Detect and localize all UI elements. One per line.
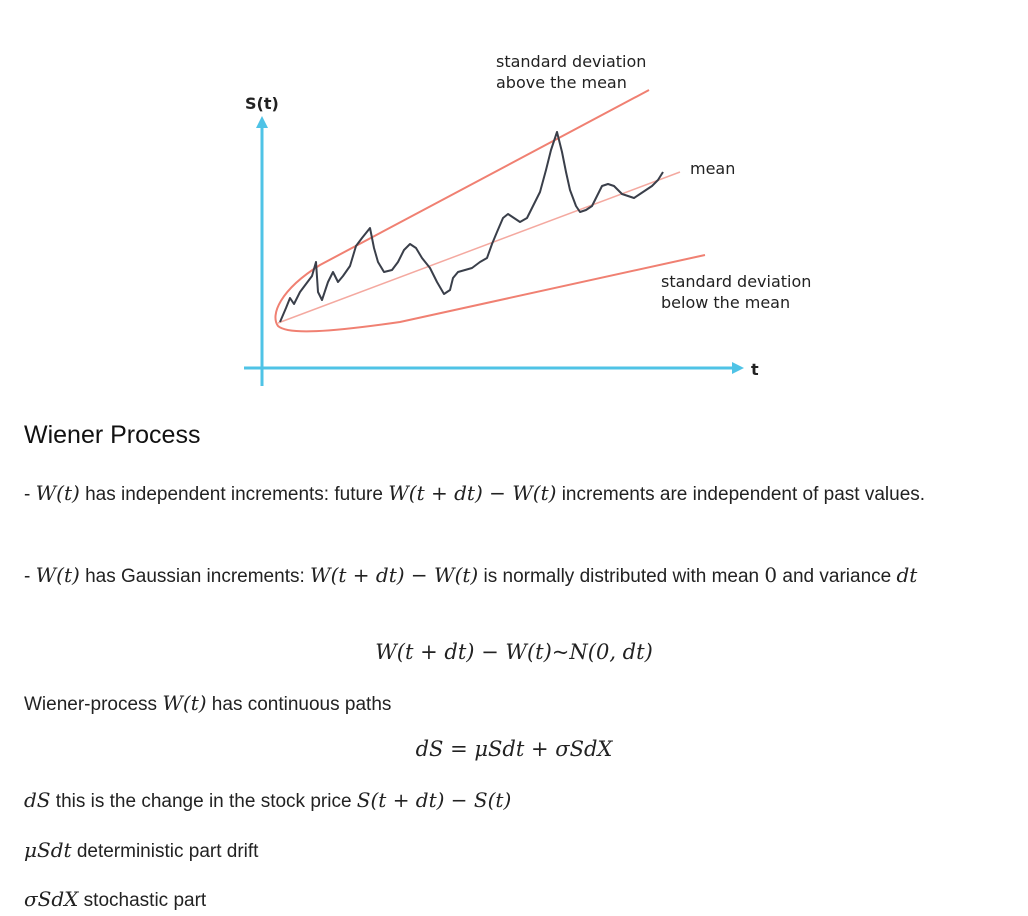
stochastic-definition-line: σSdX stochastic part: [24, 887, 207, 911]
math-price-change: S(t + dt) − S(t): [356, 788, 512, 812]
math-w-t: W(t): [35, 481, 80, 505]
math-zero: 0: [764, 563, 778, 587]
wiener-process-figure: [0, 0, 1028, 400]
mean-line: [278, 172, 680, 323]
formula-normal-distribution: W(t + dt) − W(t)~N(0, dt): [375, 640, 653, 664]
annotation-mean: mean: [690, 159, 736, 178]
independent-increments-paragraph: - W(t) has independent increments: future W(t + dt) − W(t) increments are independent of past values.: [24, 481, 926, 505]
math-increment: W(t + dt) − W(t): [310, 563, 479, 587]
continuous-paths-line: Wiener-process W(t) has continuous paths: [24, 691, 392, 715]
annotation-lower-line2: below the mean: [661, 293, 791, 312]
math-w-t: W(t): [35, 563, 80, 587]
y-axis-arrow-icon: [256, 116, 268, 128]
drift-definition-line: μSdt deterministic part drift: [24, 838, 259, 862]
math-w-t: W(t): [162, 691, 207, 715]
formula-sde: dS = μSdt + σSdX: [415, 737, 613, 761]
sample-path: [280, 132, 663, 322]
ds-definition-line: dS this is the change in the stock price S(t + dt) − S(t): [24, 788, 512, 812]
annotation-upper-line1: standard deviation: [496, 52, 647, 71]
math-dt: dt: [896, 563, 918, 587]
math-increment: W(t + dt) − W(t): [388, 481, 557, 505]
x-axis-label: t: [751, 360, 759, 379]
x-axis-arrow-icon: [732, 362, 744, 374]
annotation-upper-line2: above the mean: [496, 73, 627, 92]
std-band-curve: [275, 90, 705, 331]
math-stochastic: σSdX: [24, 887, 79, 911]
math-drift: μSdt: [24, 838, 72, 862]
annotation-lower-line1: standard deviation: [661, 272, 812, 291]
page-title: Wiener Process: [24, 421, 201, 449]
math-ds: dS: [24, 788, 51, 812]
y-axis-label: S(t): [245, 94, 279, 113]
gaussian-increments-paragraph: - W(t) has Gaussian increments: W(t + dt) − W(t) is normally distributed with mean 0 and variance dt: [24, 563, 918, 587]
